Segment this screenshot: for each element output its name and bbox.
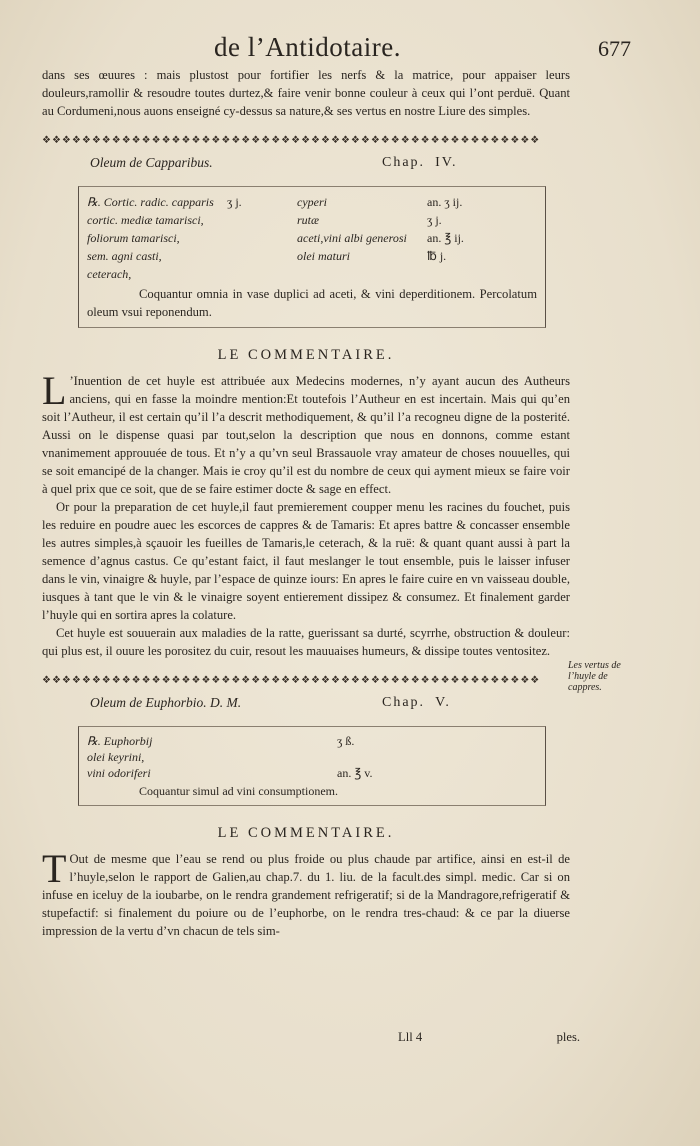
chapter-name: Oleum de Euphorbio. D. M. xyxy=(90,695,242,710)
chapter-heading xyxy=(42,694,570,716)
drop-cap: L xyxy=(42,368,67,413)
commentary-heading: LE COMMENTAIRE. xyxy=(217,347,395,363)
chapter-label xyxy=(382,154,458,172)
recipe-ingredient: foliorum tamarisci, xyxy=(87,231,180,245)
recipe-ingredient: ceterach, xyxy=(87,267,132,281)
recipe-quantity xyxy=(337,749,537,765)
page-number: 677 xyxy=(598,36,631,61)
recipe-ingredient xyxy=(297,265,427,283)
chapter-word: Chap. xyxy=(382,695,426,710)
recipe-ingredient: rutæ xyxy=(297,213,320,227)
recipe-ingredient: aceti,vini albi generosi xyxy=(297,231,407,245)
running-title: de l’Antidotaire. xyxy=(214,32,401,62)
recipe-box xyxy=(78,726,546,806)
recipe-quantity: ʒ j. xyxy=(227,195,242,209)
recipe-quantity: an. ʒ ij. xyxy=(427,195,463,209)
recipe-ingredients xyxy=(87,733,537,781)
chapter-heading xyxy=(42,154,570,176)
recipe-quantity: ʒ ß. xyxy=(337,734,355,748)
recipe-ingredient: ℞. Euphorbij xyxy=(87,734,153,748)
recipe-instruction: Coquantur simul ad vini consumptionem. xyxy=(139,784,338,798)
catchword: ples. xyxy=(556,1030,580,1044)
drop-cap: T xyxy=(42,846,67,891)
recipe-quantity: ℔ j. xyxy=(427,249,447,263)
recipe-quantity xyxy=(227,229,297,247)
page-footer xyxy=(42,1030,580,1048)
recipe-ingredient: cortic. mediæ tamarisci, xyxy=(87,213,204,227)
chapter-number: IV. xyxy=(435,155,458,170)
ornament-divider: ❖❖❖❖❖❖❖❖❖❖❖❖❖❖❖❖❖❖❖❖❖❖❖❖❖❖❖❖❖❖❖❖❖❖❖❖❖❖❖❖❖❖❖❖❖❖❖❖❖❖ xyxy=(42,675,541,686)
commentary-paragraph: Or pour la preparation de cet huyle,il faut premierement coupper menu les racines du fouchet, puis les reduire en poudre auec les escorces de cappres & de Tamaris: Et apres battre & concasser ensemble les autres simples,à sçauoir les fueilles de Tamaris,le ceterach, & la ruë: & quant quant aussi à part la semence d’agnus castus. Ce qu’estant faict, il faut meslanger le tout ensemble, puis le laisser infuser dans le vin, vinaigre & huyle, par l’espace de quinze iours: En apres le faire cuire en vn vaisseau double, iusques à tant que le vin & le vinaigre soyent entierement dissipez & consumez. Et finalement garder l’huyle qui en sortira apres la colature. xyxy=(42,500,570,622)
recipe-quantity xyxy=(227,247,297,265)
recipe-ingredient: sem. agni casti, xyxy=(87,249,162,263)
recipe-quantity: an. ℥ v. xyxy=(337,766,373,780)
recipe-quantity xyxy=(227,265,297,283)
signature-mark: Lll 4 xyxy=(398,1030,423,1044)
recipe-quantity: an. ℥ ij. xyxy=(427,231,464,245)
chapter-word: Chap. xyxy=(382,155,426,170)
chapter-label xyxy=(382,694,451,712)
recipe-ingredient: olei keyrini, xyxy=(87,750,145,764)
commentary-paragraph: Cet huyle est souuerain aux maladies de la ratte, guerissant sa durté, scyrrhe, obstruction & douleur: qui plus est, il ouure les porositez du cuir, resout les mauuaises humeurs, & dissipe toutes ventositez. xyxy=(42,626,570,658)
recipe-ingredients xyxy=(87,193,537,283)
recipe-instruction: Coquantur omnia in vase duplici ad aceti, & vini deperditionem. Percolatum oleum vsui reponendum. xyxy=(87,287,537,319)
recipe-ingredient: vini odoriferi xyxy=(87,766,151,780)
chapter-number: V. xyxy=(435,695,451,710)
recipe-ingredient: olei maturi xyxy=(297,249,350,263)
page-body xyxy=(42,66,570,940)
commentary-text: ’Inuention de cet huyle est attribuée aux Medecins modernes, n’y ayant aucun des Autheurs anciens, qui en fasse la moindre mention:Et toutefois l’Autheur en est incertain. Mais qui qu’en soit l’Autheur, il est certain qu’il l’a descrit methodiquement, & qu’il l’a recogneu digne de la posterité. Aussi on le dispense quasi par tout,selon la description que nous en donnons, comme estant vnanimement approuuée de tous. Et n’y a qu’vn seul Brassauole vray amateur de choses nouuelles, qui se soit emancipé de la changer. Mais ie croy qu’il est du nombre de ceux qui ayment mieux se faire voir à quel prix que ce soit, que de se faire estimer docte & sage en effect. xyxy=(42,374,570,496)
chapter-name: Oleum de Capparibus. xyxy=(90,155,213,170)
recipe-ingredient: cyperi xyxy=(297,195,327,209)
recipe-box xyxy=(78,186,546,328)
recipe-quantity xyxy=(227,211,297,229)
commentary-heading: LE COMMENTAIRE. xyxy=(217,825,395,841)
commentary-text: Out de mesme que l’eau se rend ou plus froide ou plus chaude par artifice, ainsi en est-il de l’huyle,selon le rapport de Galien,au chap.7. du 1. liu. de la facult.des simpl. medic. Car si on infuse en iceluy de la ioubarbe, on le rendra grandement refrigeratif; si de la Mandragore,refrigeratif & stupefactif: si finalement du poiure ou de l’euphorbe, on le rendra tres-chaud: & ce par la diuerse impression de la vertu d’vn chacun de tels sim- xyxy=(42,852,570,938)
margin-note: Les vertus de l’huyle de cappres. xyxy=(568,660,621,693)
commentary-paragraph xyxy=(42,846,570,940)
recipe-quantity xyxy=(427,265,517,283)
running-header xyxy=(0,32,700,66)
ornament-divider: ❖❖❖❖❖❖❖❖❖❖❖❖❖❖❖❖❖❖❖❖❖❖❖❖❖❖❖❖❖❖❖❖❖❖❖❖❖❖❖❖❖❖❖❖❖❖❖❖❖❖ xyxy=(42,135,541,146)
recipe-quantity: ʒ j. xyxy=(427,213,442,227)
recipe-ingredient: ℞. Cortic. radic. capparis xyxy=(87,195,214,209)
commentary-paragraph xyxy=(42,368,570,498)
top-paragraph: dans ses œuures : mais plustost pour fortifier les nerfs & la matrice, pour appaiser leurs douleurs,ramollir & resoudre toutes durtez,& faire venir bonne couleur à ceux qui l’ont perduë. Quant au Cordumeni,nous auons enseigné cy-dessus sa nature,& ses vertus en nostre Liure des simples. xyxy=(42,68,570,118)
